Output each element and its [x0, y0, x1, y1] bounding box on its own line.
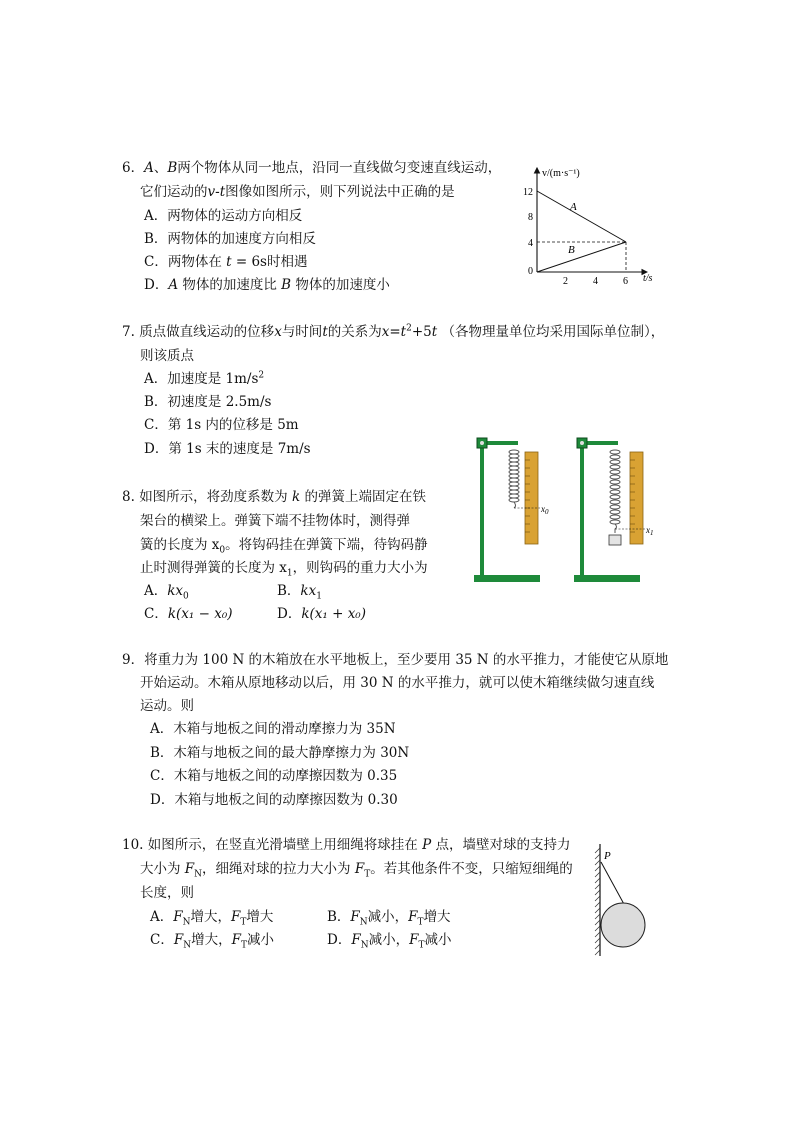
q10-ball	[601, 903, 645, 947]
q9-line3: 运动。则	[140, 698, 194, 714]
q8-ruler-right	[630, 452, 643, 544]
q6-line1	[122, 156, 501, 176]
q6-text: 、	[153, 160, 168, 176]
q9-option-b: B．木箱与地板之间的最大静摩擦力为 30N	[150, 745, 410, 761]
q10-text: D．	[327, 932, 352, 948]
q10-text: T	[418, 940, 425, 951]
q10-text: F	[184, 861, 195, 877]
q8-base-left	[474, 575, 540, 582]
q10-text: 如图所示，在竖直光滑墙壁上用细绳将球挂在	[147, 837, 418, 853]
q10-text: 减小	[424, 932, 452, 948]
q10-line3: 长度，则	[140, 885, 194, 901]
q6-text: C．两物体在	[144, 254, 227, 270]
q8-text: D．	[277, 606, 302, 622]
q6-text: 两个物体从同一地点，沿同一直线做匀变速直线运动，	[177, 160, 502, 176]
q8-text: k	[291, 489, 301, 505]
q6-option-c	[144, 250, 307, 270]
q10-text: T	[417, 917, 424, 928]
q6-tick-0: 0	[528, 266, 533, 277]
q6-tick-4: 4	[528, 238, 533, 249]
q9-option-d: D．木箱与地板之间的动摩擦因数为 0.30	[150, 792, 398, 808]
q7-option-a	[144, 367, 264, 387]
q10-text: P	[422, 837, 432, 853]
q8-text: ，则钩码的重力大小为	[292, 560, 428, 576]
q10-wall-ball-figure	[592, 842, 652, 960]
q9-line2: 开始运动。木箱从原地移动以后，用 30 N 的水平推力，就可以使木箱继续做匀速直线	[140, 675, 655, 691]
q6-option-b: B．两物体的加速度方向相反	[144, 231, 316, 247]
q7-text: +5	[411, 324, 432, 340]
q6-label-a: A	[570, 201, 577, 213]
q8-post-left	[480, 442, 484, 576]
q10-text: 增大	[423, 909, 451, 925]
q8-label-x1: $x_1$	[646, 525, 654, 537]
q6-tick-12: 12	[523, 187, 533, 198]
q7-text: 与时间	[281, 324, 323, 340]
q7-text: x=t	[381, 324, 407, 340]
q9-option-a: A．木箱与地板之间的滑动摩擦力为 35N	[150, 721, 396, 737]
q10-text: F	[173, 909, 183, 925]
q6-tick-x2: 2	[563, 276, 568, 287]
q8-text: 1	[316, 591, 322, 602]
q8-line2: 架台的横梁上。弹簧下端不挂物体时，测得弹	[140, 513, 410, 529]
q9-option-c: C．木箱与地板之间的动摩擦因数为 0.35	[150, 768, 398, 784]
q7-text: 质点做直线运动的位移	[139, 324, 275, 340]
q6-number: 6．	[122, 160, 145, 176]
q10-text: T	[364, 869, 371, 880]
q9-line1	[122, 648, 668, 668]
q10-text: 减小，	[367, 909, 409, 925]
q6-text: B	[281, 277, 292, 293]
q10-text: 增大	[246, 909, 274, 925]
q7-text: （各物理量单位均采用国际单位制），	[441, 324, 665, 340]
q10-text: F	[231, 909, 241, 925]
q6-text: 物体的加速度小	[291, 277, 390, 293]
q8-post-right	[580, 442, 584, 576]
q10-text: T	[240, 940, 247, 951]
q7-number: 7.	[122, 324, 135, 340]
q10-text: 。若其他条件不变，只缩短细绳的	[370, 861, 573, 877]
q8-text: 0	[219, 545, 226, 556]
q10-line2	[140, 857, 573, 880]
q10-text: N	[182, 917, 191, 928]
q8-ruler-left	[525, 452, 538, 544]
q10-line1	[122, 833, 570, 853]
q6-vt-graph	[515, 160, 665, 290]
q6-text: 它们运动的	[140, 184, 208, 200]
q10-text: F	[354, 861, 365, 877]
q10-text: F	[408, 909, 418, 925]
q6-text: = 6s时相遇	[231, 254, 308, 270]
q6-line-b	[537, 242, 626, 272]
q10-text: 大小为	[140, 861, 181, 877]
q10-text: C．	[150, 932, 174, 948]
q8-text: 。将钩码挂在弹簧下端，待钩码静	[225, 537, 428, 553]
q7-option-d: D．第 1s 末的速度是 7m/s	[144, 441, 311, 457]
q7-option-c: C．第 1s 内的位移是 5m	[144, 417, 299, 433]
q10-text: N	[359, 917, 368, 928]
q7-text: x	[274, 324, 282, 340]
q10-text: ，细绳对球的拉力大小为	[202, 861, 351, 877]
q10-text: 增大，	[190, 909, 231, 925]
q10-text: 减小	[246, 932, 274, 948]
q10-option-d	[327, 928, 451, 951]
q8-text: A．	[144, 583, 168, 599]
q7-text: 的关系为	[327, 324, 382, 340]
q6-option-d	[144, 273, 390, 293]
q8-option-d	[277, 602, 366, 622]
q6-text: v-t	[207, 184, 226, 200]
q8-text: kx	[300, 583, 317, 599]
q6-text: B	[167, 160, 178, 176]
q9-number: 9．	[122, 652, 145, 668]
q6-text: A	[168, 277, 179, 293]
q8-spring-left	[509, 450, 519, 508]
q10-text: F	[231, 932, 241, 948]
q8-text: k(x₁ + x₀)	[301, 606, 366, 622]
q6-line-a	[537, 191, 626, 242]
q8-line3	[140, 533, 428, 556]
q8-text: 1	[286, 568, 293, 579]
q8-base-right	[574, 575, 640, 582]
q7-text: 2	[406, 323, 412, 334]
q8-option-c	[144, 602, 233, 622]
q8-label-x0: $x_0$	[541, 504, 549, 516]
q6-tick-x6: 6	[623, 276, 628, 287]
q10-text: N	[183, 940, 192, 951]
q6-x-axis-label: t/s	[643, 273, 653, 284]
q6-text: t	[226, 254, 232, 270]
q8-spring-figure	[468, 432, 658, 587]
q10-text: F	[409, 932, 419, 948]
q6-option-a: A．两物体的运动方向相反	[144, 208, 303, 224]
q10-option-c	[150, 928, 274, 951]
q10-text: 减小，	[368, 932, 410, 948]
q9-text: 将重力为 100 N 的木箱放在水平地板上，至少要用 35 N 的水平推力，才能使它从原地	[144, 652, 669, 668]
q7-line2: 则该质点	[140, 348, 194, 364]
q10-number: 10.	[122, 837, 144, 853]
q10-text: F	[350, 909, 360, 925]
q8-text: 如图所示，将劲度系数为	[139, 489, 288, 505]
q8-number: 8.	[122, 489, 135, 505]
q10-text: 点，墙壁对球的支持力	[435, 837, 571, 853]
q6-text: D．	[144, 277, 169, 293]
q7-text: t	[431, 324, 438, 340]
q8-text: B．	[277, 583, 301, 599]
q6-text: 图像如图所示，则下列说法中正确的是	[225, 184, 455, 200]
q6-tick-8: 8	[528, 212, 533, 223]
q10-option-b	[327, 905, 451, 928]
q8-line4	[140, 556, 428, 579]
q6-label-b: B	[568, 244, 575, 256]
q8-option-a	[144, 579, 189, 602]
q10-rope	[601, 862, 625, 906]
q10-text: A．	[150, 909, 174, 925]
q10-text: B．	[327, 909, 351, 925]
q7-text: t	[322, 324, 328, 340]
q7-line1	[122, 320, 664, 340]
q8-weight	[609, 535, 621, 545]
q10-text: F	[351, 932, 361, 948]
q8-text: kx	[167, 583, 184, 599]
q7-text: 2	[258, 370, 265, 381]
q6-tick-x4: 4	[593, 276, 598, 287]
q8-text: 止时测得弹簧的长度为 x	[140, 560, 287, 576]
q7-text: A．加速度是 1m/s	[144, 371, 259, 387]
q8-text: k(x₁ − x₀)	[167, 606, 233, 622]
q8-spring-right	[610, 450, 620, 533]
q6-line2	[140, 180, 455, 200]
q8-text: 簧的长度为 x	[140, 537, 220, 553]
q8-line1	[122, 485, 426, 505]
q10-text: N	[194, 869, 203, 880]
q10-option-a	[150, 905, 273, 928]
q6-y-axis-label: v/(m·s⁻¹)	[542, 168, 580, 179]
q6-text: 物体的加速度比	[178, 277, 282, 293]
q10-text: F	[173, 932, 184, 948]
q7-option-b: B．初速度是 2.5m/s	[144, 394, 272, 410]
q8-text: C．	[144, 606, 168, 622]
q8-option-b	[277, 579, 322, 602]
q10-text: T	[240, 917, 247, 928]
q8-text: 0	[183, 591, 189, 602]
q10-label-p: P	[604, 850, 611, 862]
q10-text: 增大，	[191, 932, 232, 948]
q8-text: 的弹簧上端固定在铁	[304, 489, 426, 505]
q6-text: A	[144, 160, 154, 176]
q10-text: N	[360, 940, 369, 951]
